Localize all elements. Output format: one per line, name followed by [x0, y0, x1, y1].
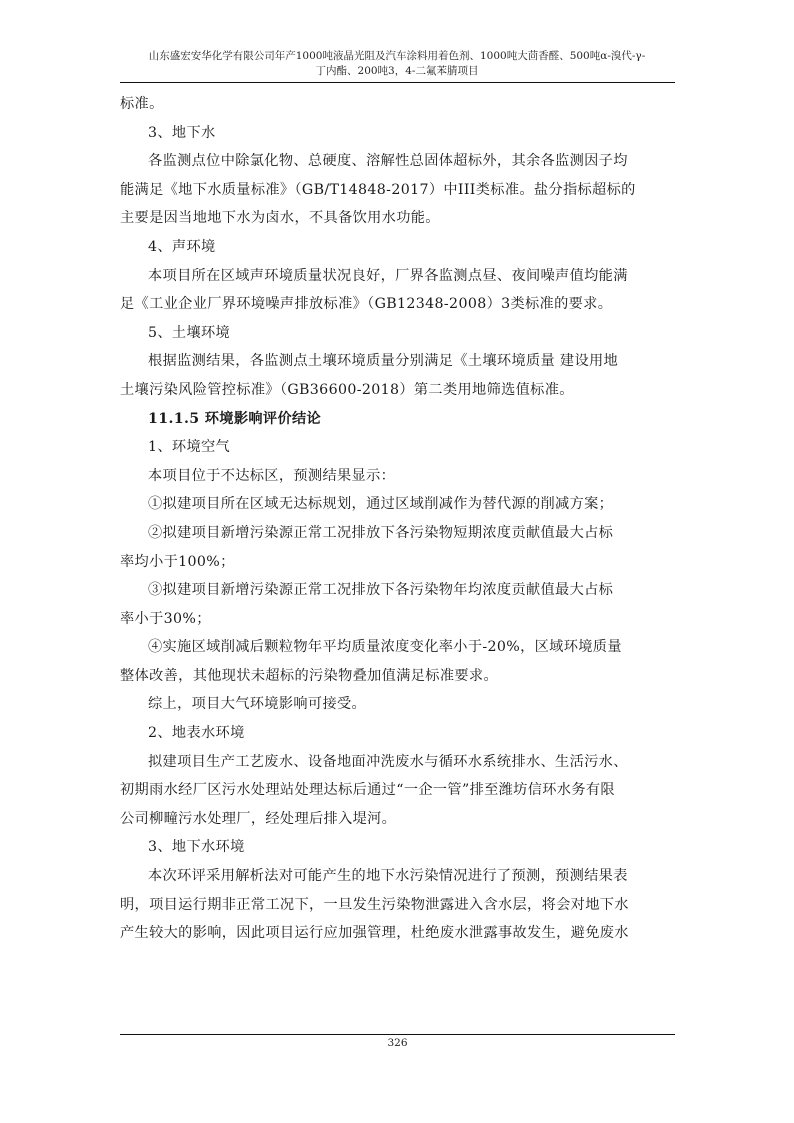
paragraph-line: ②拟建项目新增污染源正常工况排放下各污染物短期浓度贡献值最大占标	[148, 524, 614, 541]
paragraph-line: 足《工业企业厂界环境噪声排放标准》（GB12348-2008）3类标准的要求。	[120, 296, 613, 313]
paragraph-line: 1、环境空气	[148, 439, 231, 456]
paragraph-line: 3、地下水环境	[148, 839, 245, 856]
paragraph-line: 率小于30%；	[120, 610, 211, 627]
paragraph-line: 各监测点位中除氯化物、总硬度、溶解性总固体超标外，其余各监测因子均	[148, 153, 628, 170]
header-rule	[120, 82, 675, 83]
paragraph-line: 率均小于100%；	[120, 553, 235, 570]
header-line-1: 山东盛宏安华化学有限公司年产1000吨液晶光阻及汽车涂料用着色剂、1000吨大茴香醛、500吨α-溴代-γ-	[148, 50, 646, 62]
section-heading: 11.1.5 环境影响评价结论	[148, 410, 322, 427]
page-number: 326	[387, 1037, 408, 1049]
paragraph-line: 本项目所在区域声环境质量状况良好，厂界各监测点昼、夜间噪声值均能满	[148, 267, 628, 284]
paragraph-line: 本项目位于不达标区，预测结果显示：	[148, 467, 396, 484]
paragraph-line: 土壤污染风险管控标准》（GB36600-2018）第二类用地筛选值标准。	[120, 381, 574, 398]
paragraph-line: 初期雨水经厂区污水处理站处理达标后通过“一企一管”排至潍坊信环水务有限	[120, 782, 615, 799]
paragraph-line: 整体改善，其他现状未超标的污染物叠加值满足标准要求。	[120, 667, 498, 684]
paragraph-line: 产生较大的影响，因此项目运行应加强管理，杜绝废水泄露事故发生，避免废水	[120, 925, 629, 942]
paragraph-line: 拟建项目生产工艺废水、设备地面冲洗废水与循环水系统排水、生活污水、	[148, 753, 628, 770]
paragraph-line: 标准。	[120, 96, 164, 112]
paragraph-line: 能满足《地下水质量标准》（GB/T14848-2017）中III类标准。盐分指标超标的	[120, 181, 636, 198]
paragraph-line: ③拟建项目新增污染源正常工况排放下各污染物年均浓度贡献值最大占标	[148, 582, 614, 599]
paragraph-line: 主要是因当地地下水为卤水，不具备饮用水功能。	[120, 210, 440, 227]
paragraph-line: 3、地下水	[148, 124, 216, 141]
paragraph-line: 2、地表水环境	[148, 725, 245, 742]
header-line-2: 丁内酯、200吨3，4-二氟苯腈项目	[315, 65, 479, 77]
paragraph-line: ①拟建项目所在区域无达标规划，通过区域削减作为替代源的削减方案；	[148, 496, 614, 513]
paragraph-line: 明，项目运行期非正常工况下，一旦发生污染物泄露进入含水层，将会对地下水	[120, 896, 629, 913]
footer-rule	[120, 1034, 675, 1035]
paragraph-line: 综上，项目大气环境影响可接受。	[148, 696, 367, 713]
paragraph-line: 5、土壤环境	[148, 324, 231, 341]
paragraph-line: 根据监测结果，各监测点土壤环境质量分别满足《土壤环境质量 建设用地	[148, 353, 619, 370]
paragraph-line: 4、声环境	[148, 238, 216, 255]
paragraph-line: 本次环评采用解析法对可能产生的地下水污染情况进行了预测，预测结果表	[148, 868, 628, 885]
paragraph-line: ④实施区域削减后颗粒物年平均质量浓度变化率小于-20%，区域环境质量	[148, 639, 622, 656]
paragraph-line: 公司柳疃污水处理厂，经处理后排入堤河。	[120, 810, 397, 827]
running-header	[120, 49, 674, 79]
document-body	[120, 90, 676, 948]
